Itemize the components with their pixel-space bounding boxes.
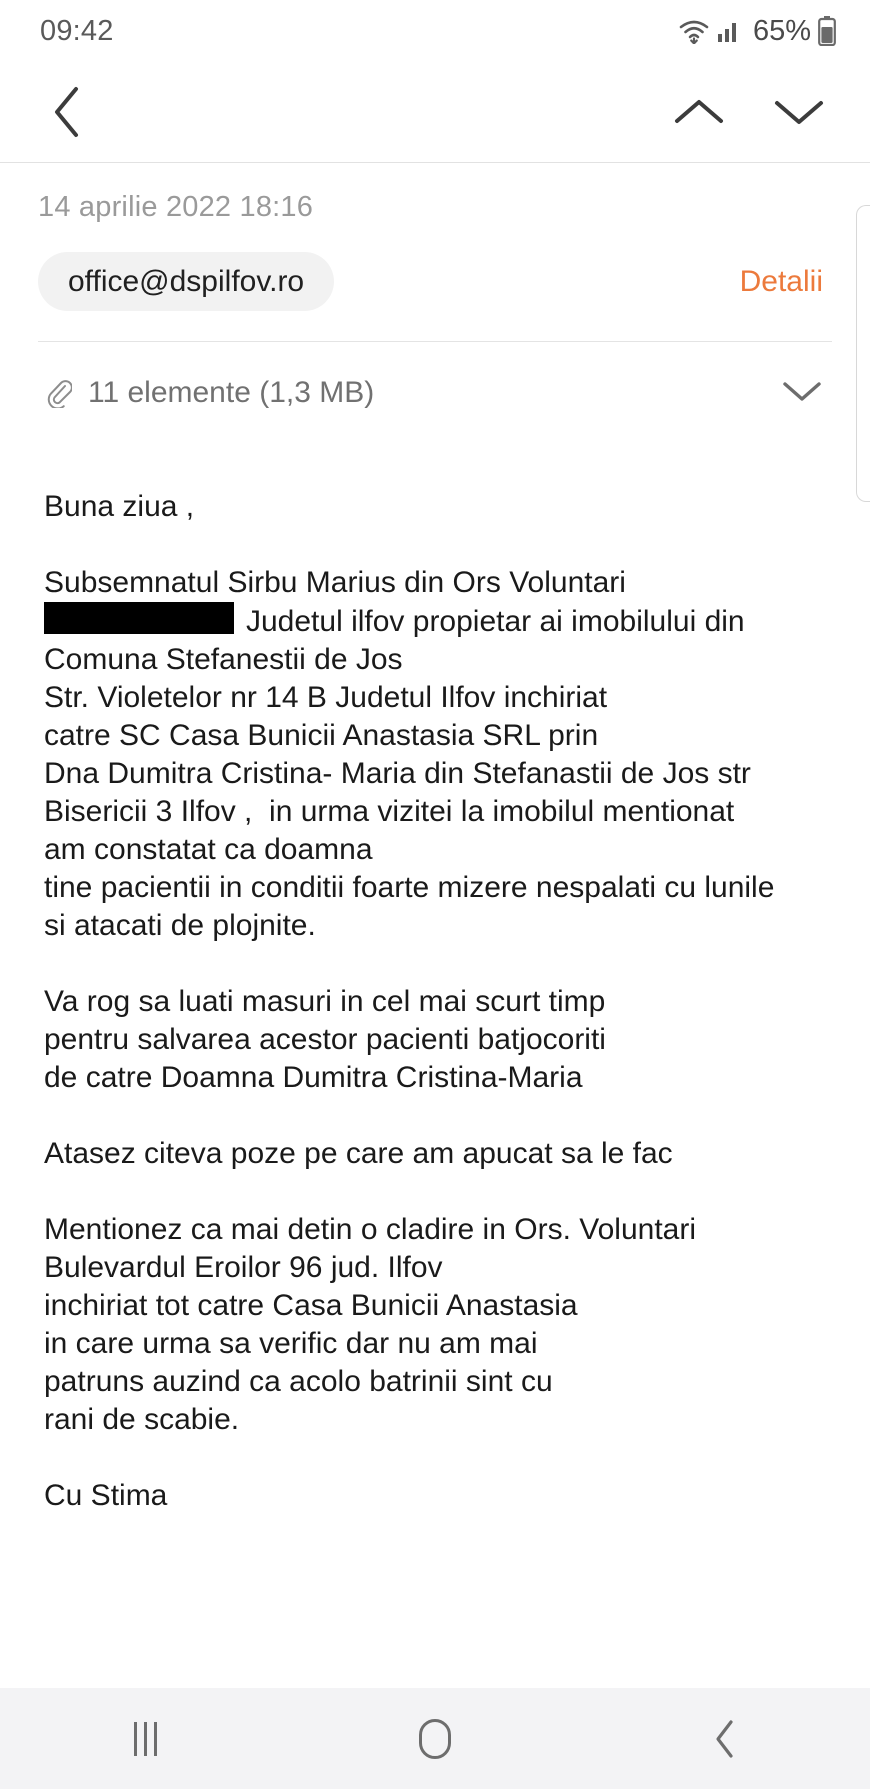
status-indicators (679, 15, 836, 48)
paragraph-photos (44, 1135, 826, 1173)
body-line: Comuna Stefanestii de Jos (44, 643, 403, 676)
body-line: de catre Doamna Dumitra Cristina-Maria (44, 1061, 583, 1094)
recents-button[interactable] (75, 1688, 215, 1789)
status-bar (0, 0, 870, 62)
battery-percent-label: 65% (752, 14, 811, 47)
body-line: Buna ziua , (44, 490, 195, 523)
body-line-redacted (44, 602, 826, 641)
previous-message-button[interactable] (668, 81, 730, 143)
paragraph-greeting (44, 488, 826, 526)
paragraph-request (44, 983, 826, 1097)
paragraph-second-building (44, 1211, 826, 1439)
body-line: Str. Violetelor nr 14 B Judetul Ilfov inchiriat (44, 681, 608, 714)
system-back-button[interactable] (655, 1688, 795, 1789)
body-line: Subsemnatul Sirbu Marius din Ors Voluntari (44, 566, 626, 599)
scrollbar-thumb[interactable] (856, 205, 870, 502)
sender-row (38, 252, 832, 311)
wifi-icon (679, 18, 709, 44)
back-icon (712, 1718, 738, 1760)
body-line: in care urma sa verific dar nu am mai (44, 1327, 538, 1360)
body-line: Dna Dumitra Cristina- Maria din Stefanastii de Jos str (44, 757, 751, 790)
paragraph-main (44, 564, 826, 945)
paragraph-signoff (44, 1477, 826, 1515)
body-line: Va rog sa luati masuri in cel mai scurt timp (44, 985, 606, 1018)
details-button[interactable]: Detalii (739, 264, 823, 298)
message-header (0, 163, 870, 311)
battery-icon (818, 16, 836, 46)
body-line: catre SC Casa Bunicii Anastasia SRL prin (44, 719, 599, 752)
recents-icon (134, 1722, 157, 1756)
message-toolbar (0, 62, 870, 162)
chevron-up-icon (672, 95, 726, 129)
body-line: am constatat ca doamna (44, 833, 373, 866)
body-line: Cu Stima (44, 1479, 168, 1512)
home-icon (419, 1719, 451, 1759)
system-navigation-bar (0, 1688, 870, 1789)
attachments-row[interactable] (0, 342, 870, 410)
home-button[interactable] (365, 1688, 505, 1789)
next-message-button[interactable] (768, 81, 830, 143)
chevron-down-icon (772, 95, 826, 129)
body-line: rani de scabie. (44, 1403, 240, 1436)
body-line: tine pacientii in conditii foarte mizere nespalati cu lunile (44, 871, 775, 904)
attachments-expand-button[interactable] (780, 377, 824, 410)
chevron-left-icon (50, 84, 84, 140)
attachments-label: 11 elemente (1,3 MB) (88, 376, 375, 409)
body-line: pentru salvarea acestor pacienti batjocoriti (44, 1023, 606, 1056)
body-line: Atasez citeva poze pe care am apucat sa le fac (44, 1137, 673, 1170)
body-line: Bisericii 3 Ilfov , in urma vizitei la imobilul mentionat (44, 795, 735, 828)
status-clock: 09:42 (40, 14, 114, 47)
mail-body-scroll-area[interactable] (0, 434, 870, 1688)
body-line: inchiriat tot catre Casa Bunicii Anastasia (44, 1289, 578, 1322)
chevron-down-icon (780, 392, 824, 409)
paperclip-icon (46, 378, 72, 408)
mail-body (0, 488, 870, 1515)
redaction-block (44, 602, 234, 634)
cellular-signal-icon (716, 18, 742, 44)
body-line: si atacati de plojnite. (44, 909, 316, 942)
back-button[interactable] (36, 81, 98, 143)
body-line-redacted-text: Judetul ilfov propietar ai imobilului din (246, 605, 745, 638)
body-line: Mentionez ca mai detin o cladire in Ors. Voluntari (44, 1213, 696, 1246)
body-line: patruns auzind ca acolo batrinii sint cu (44, 1365, 553, 1398)
message-date: 14 aprilie 2022 18:16 (38, 191, 314, 223)
sender-chip[interactable]: office@dspilfov.ro (38, 252, 334, 311)
body-line: Bulevardul Eroilor 96 jud. Ilfov (44, 1251, 443, 1284)
